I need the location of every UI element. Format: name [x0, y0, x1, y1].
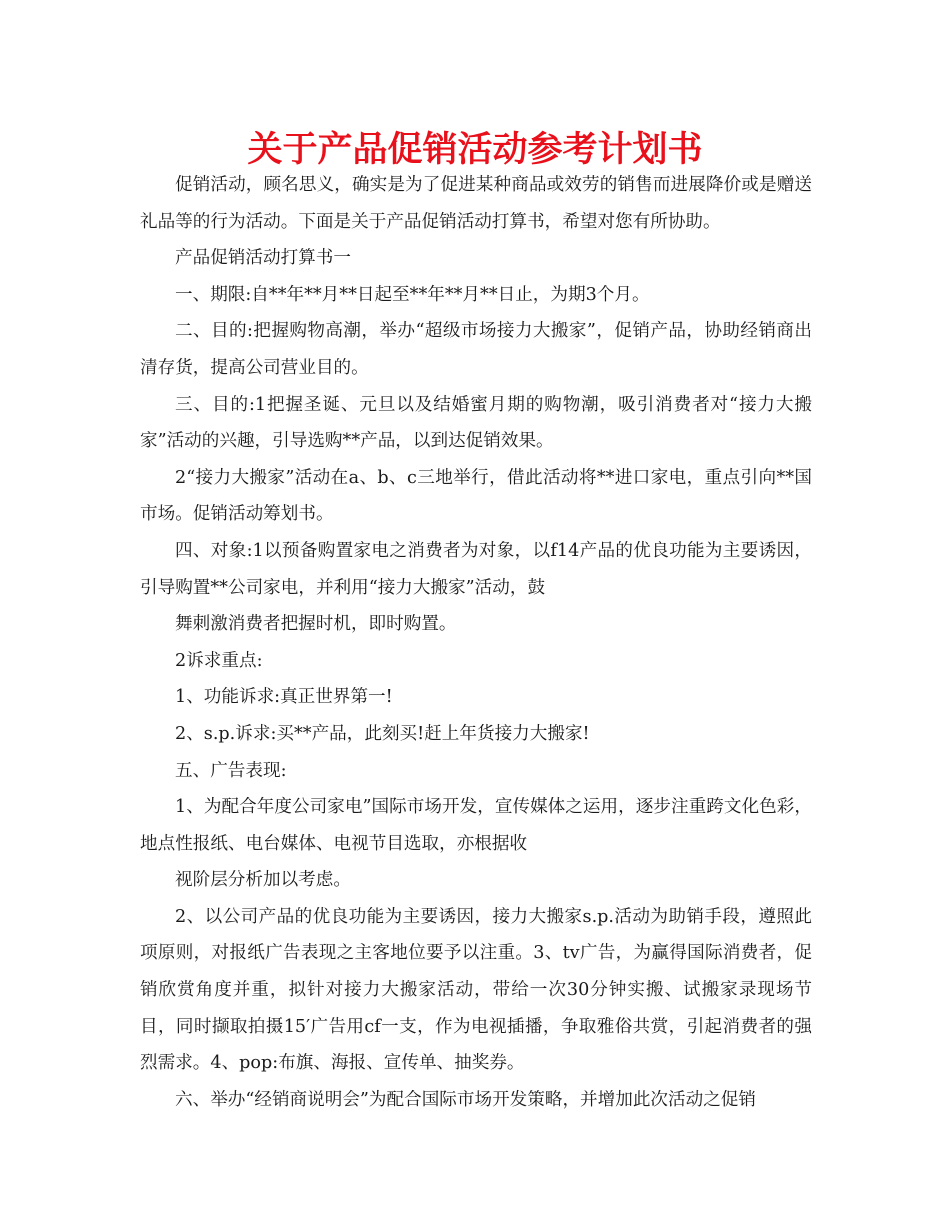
document-body [140, 167, 812, 1118]
paragraph-ad-2: 2、以公司产品的优良功能为主要诱因，接力大搬家s.p.活动为助销手段，遵照此项原则，对报纸广告表现之主客地位要予以注重。3、tv广告，为赢得国际消费者，促销欣赏角度并重，拟针对接力大搬家活动，带给一次30分钟实搬、试搬家录现场节目，同时撷取拍摄15′广告用cf一支，作为电视插播，争取雅俗共赏，引起消费者的强烈需求。4、pop:布旗、海报、宣传单、抽奖券。 [140, 906, 812, 1074]
paragraph-subtitle: 产品促销活动打算书一 [175, 248, 351, 269]
paragraph-dealer-meeting: 六、举办“经销商说明会”为配合国际市场开发策略，并增加此次活动之促销 [175, 1089, 756, 1110]
paragraph-ad-1-cont: 视阶层分析加以考虑。 [175, 870, 351, 891]
paragraph-goal-1: 三、目的:1把握圣诞、元旦以及结婚蜜月期的购物潮，吸引消费者对“接力大搬家”活动的兴趣，引导选购**产品，以到达促销效果。 [140, 394, 812, 452]
paragraph-ad-heading: 五、广告表现: [175, 760, 287, 781]
paragraph-target-1-cont: 舞刺激消费者把握时机，即时购置。 [175, 614, 457, 635]
paragraph-intro: 促销活动，顾名思义，确实是为了促进某种商品或效劳的销售而进展降价或是赠送礼品等的行为活动。下面是关于产品促销活动打算书，希望对您有所协助。 [140, 175, 812, 232]
paragraph-ad-1: 1、为配合年度公司家电”国际市场开发，宣传媒体之运用，逐步注重跨文化色彩，地点性报纸、电台媒体、电视节目选取，亦根据收 [140, 797, 812, 854]
paragraph-purpose: 二、目的:把握购物高潮，举办“超级市场接力大搬家”，促销产品，协助经销商出清存货，提高公司营业目的。 [140, 321, 812, 378]
paragraph-appeal-function: 1、功能诉求:真正世界第一! [175, 687, 393, 708]
document-title: 关于产品促销活动参考计划书 [247, 130, 703, 170]
paragraph-period: 一、期限:自**年**月**日起至**年**月**日止，为期3个月。 [175, 284, 650, 305]
paragraph-target-1: 四、对象:1以预备购置家电之消费者为对象，以f14产品的优良功能为主要诱因，引导购置**公司家电，并利用“接力大搬家”活动，鼓 [140, 540, 812, 598]
paragraph-goal-2: 2“接力大搬家”活动在a、b、c三地举行，借此活动将**进口家电，重点引向**国市场。促销活动筹划书。 [140, 467, 812, 525]
paragraph-appeal-heading: 2诉求重点: [175, 650, 263, 671]
paragraph-appeal-sp: 2、s.p.诉求:买**产品，此刻买!赶上年货接力大搬家! [175, 723, 590, 744]
